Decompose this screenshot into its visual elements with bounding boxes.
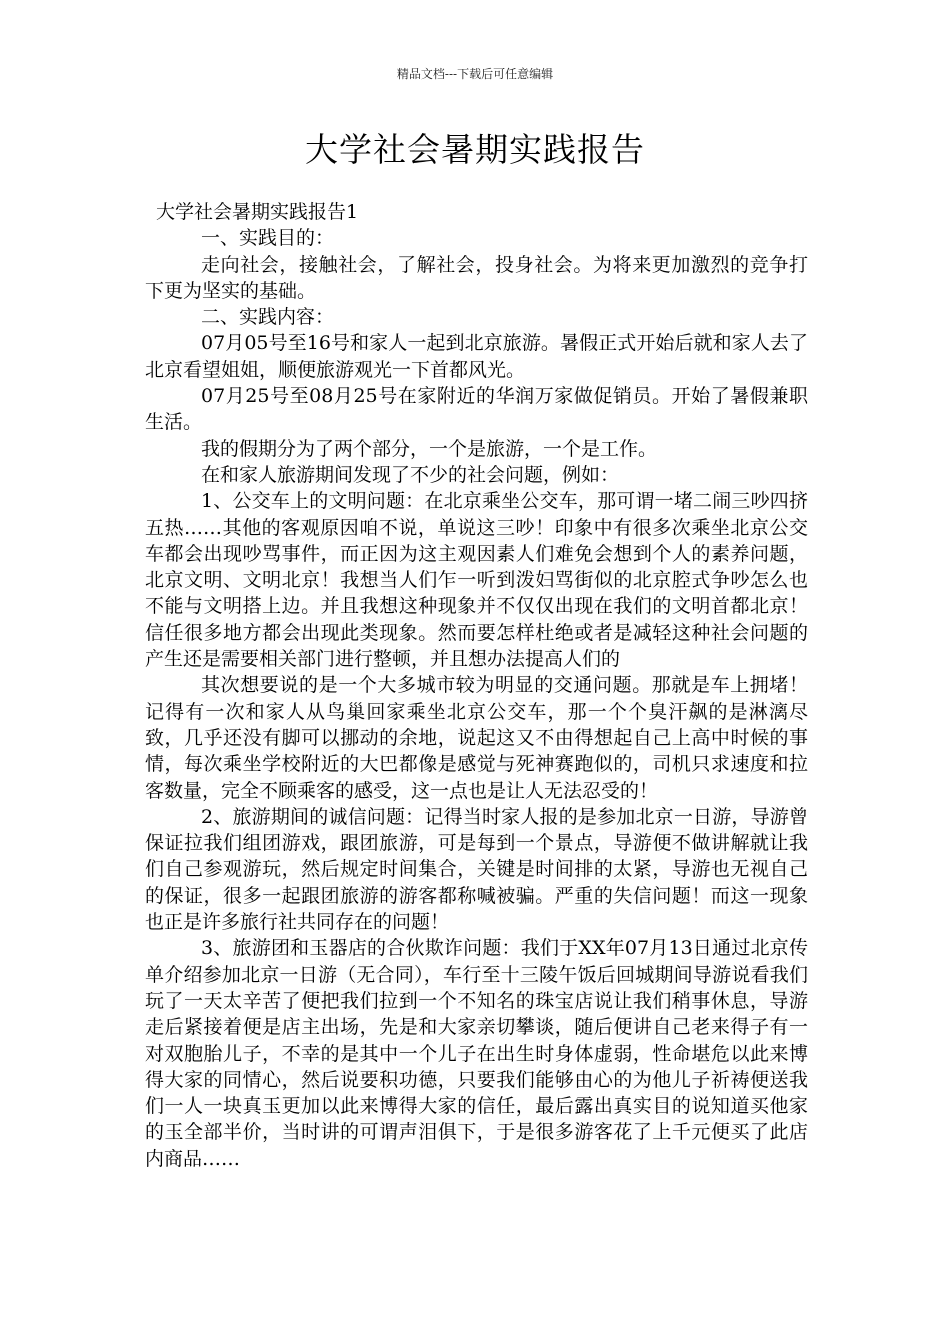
document-title: 大学社会暑期实践报告 (305, 130, 645, 169)
document-body (145, 199, 808, 1172)
paragraph: 1、公交车上的文明问题：在北京乘坐公交车，那可谓一堵二闹三吵四挤五热……其他的客观原因咱不说，单说这三吵！印象中有很多次乘坐北京公交车都会出现吵骂事件，而正因为这主观因素人们难免会想到个人的素养问题，北京文明、文明北京！我想当人们乍一听到泼妇骂街似的北京腔式争吵怎么也不能与文明搭上边。并且我想这种现象并不仅仅出现在我们的文明首都北京！信任很多地方都会出现此类现象。然而要怎样杜绝或者是减轻这种社会问题的产生还是需要相关部门进行整顿，并且想办法提高人们的 (145, 490, 808, 671)
paragraph: 3、旅游团和玉器店的合伙欺诈问题：我们于XX年07月13日通过北京传单介绍参加北京一日游（无合同），车行至十三陵午饭后回城期间导游说看我们玩了一天太辛苦了便把我们拉到一个不知名的珠宝店说让我们稍事休息，导游走后紧接着便是店主出场，先是和大家亲切攀谈，随后便讲自己老来得子有一对双胞胎儿子，不幸的是其中一个儿子在出生时身体虚弱，性命堪危以此来博得大家的同情心，然后说要积功德，只要我们能够由心的为他儿子祈祷便送我们一人一块真玉更加以此来博得大家的信任，最后露出真实目的说知道买他家的玉全部半价，当时讲的可谓声泪俱下，于是很多游客花了上千元便买了此店内商品…… (145, 937, 808, 1170)
section-heading-content: 二、实践内容： (201, 306, 335, 329)
paragraph: 在和家人旅游期间发现了不少的社会问题，例如： (201, 463, 620, 486)
paragraph: 07月25号至08月25号在家附近的华润万家做促销员。开始了暑假兼职生活。 (145, 385, 808, 434)
section-heading-purpose: 一、实践目的： (201, 227, 335, 250)
paragraph: 走向社会，接触社会，了解社会，投身社会。为将来更加激烈的竞争打下更为坚实的基础。 (145, 253, 808, 302)
page-header: 精品文档---下载后可任意编辑 (396, 67, 554, 81)
report-subtitle: 大学社会暑期实践报告1 (156, 201, 359, 223)
paragraph: 我的假期分为了两个部分，一个是旅游，一个是工作。 (201, 437, 658, 460)
paragraph: 2、旅游期间的诚信问题：记得当时家人报的是参加北京一日游，导游曾保证拉我们组团游戏，跟团旅游，可是每到一个景点，导游便不做讲解就让我们自己参观游玩，然后规定时间集合，关键是时间排的太紧，导游也无视自己的保证，很多一起跟团旅游的游客都称喊被骗。严重的失信问题！而这一现象也正是许多旅行社共同存在的问题！ (145, 805, 808, 934)
paragraph: 其次想要说的是一个大多城市较为明显的交通问题。那就是车上拥堵！记得有一次和家人从鸟巢回家乘坐北京公交车，那一个个臭汗飙的是淋漓尽致，几乎还没有脚可以挪动的余地，说起这又不由得想起自己上高中时候的事情，每次乘坐学校附近的大巴都像是感觉与死神赛跑似的，司机只求速度和拉客数量，完全不顾乘客的感受，这一点也是让人无法忍受的！ (145, 674, 808, 802)
paragraph: 07月05号至16号和家人一起到北京旅游。暑假正式开始后就和家人去了北京看望姐姐，顺便旅游观光一下首都风光。 (145, 332, 808, 381)
